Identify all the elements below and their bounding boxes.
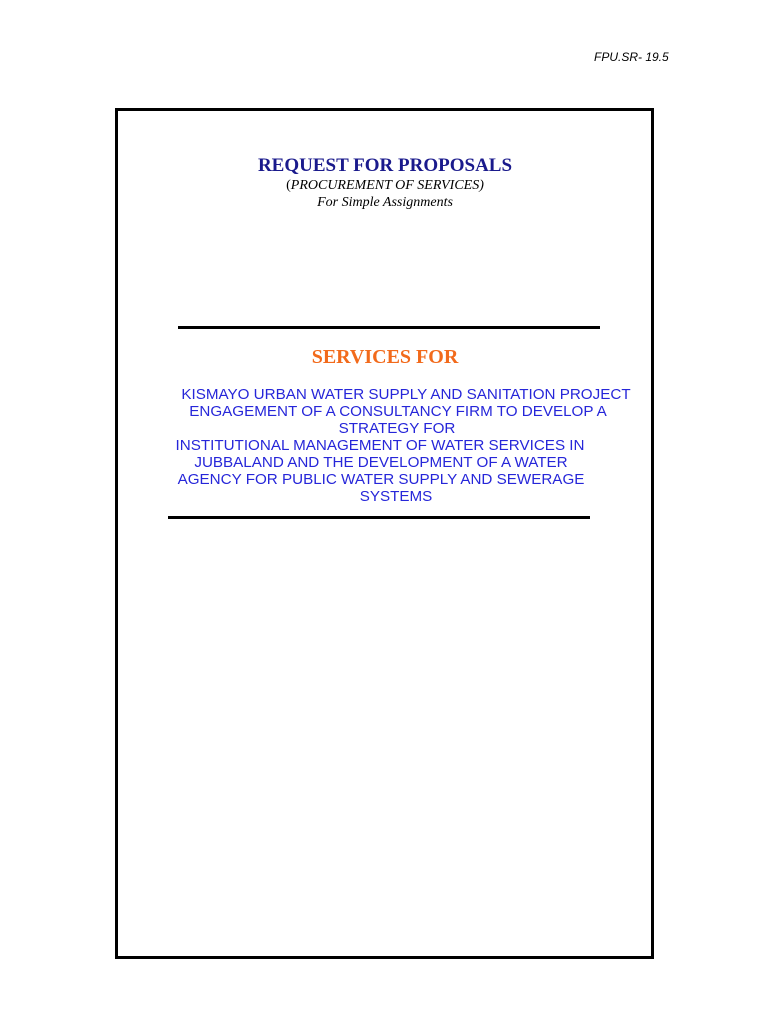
project-line: STRATEGY FOR bbox=[338, 420, 456, 437]
subtitle-procurement bbox=[0, 178, 770, 194]
project-line: SYSTEMS bbox=[359, 488, 433, 505]
subtitle-assignment-type: For Simple Assignments bbox=[317, 195, 453, 210]
services-heading: SERVICES FOR bbox=[311, 346, 459, 368]
project-line: INSTITUTIONAL MANAGEMENT OF WATER SERVICES IN bbox=[175, 437, 585, 454]
project-line: JUBBALAND AND THE DEVELOPMENT OF A WATER bbox=[194, 454, 568, 471]
cover-frame bbox=[115, 108, 654, 959]
project-line: AGENCY FOR PUBLIC WATER SUPPLY AND SEWERAGE bbox=[177, 471, 585, 488]
project-description bbox=[130, 386, 660, 505]
subtitle-paren: ( bbox=[286, 178, 291, 193]
divider-top bbox=[178, 326, 600, 329]
project-line: ENGAGEMENT OF A CONSULTANCY FIRM TO DEVELOP A bbox=[189, 403, 607, 420]
document-code: FPU.SR- 19.5 bbox=[594, 50, 669, 64]
project-line: KISMAYO URBAN WATER SUPPLY AND SANITATION PROJECT bbox=[181, 386, 631, 403]
page-title: REQUEST FOR PROPOSALS bbox=[257, 155, 513, 176]
divider-bottom bbox=[168, 516, 590, 519]
subtitle-procurement-text: PROCUREMENT OF SERVICES) bbox=[290, 178, 484, 193]
